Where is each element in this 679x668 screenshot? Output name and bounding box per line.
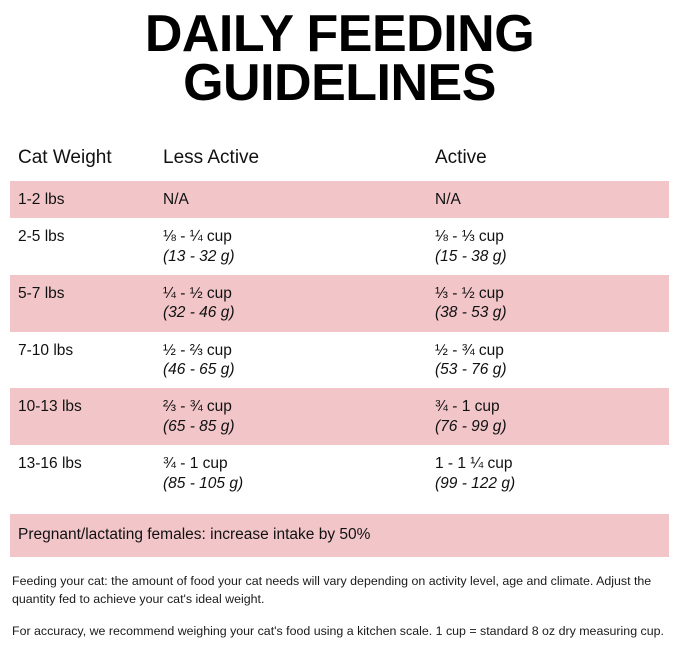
- table-row: [10, 218, 669, 275]
- cell-less-active-amount: ¼ - ½ cup: [163, 284, 232, 302]
- page-title: [10, 0, 669, 113]
- cell-less-active: [155, 218, 427, 275]
- cell-less-active-amount: N/A: [163, 190, 189, 208]
- cell-less-active-grams: (32 - 46 g): [163, 304, 235, 322]
- cell-active-grams: (38 - 53 g): [435, 304, 507, 322]
- feeding-table: [10, 147, 669, 502]
- page-title-line-2: GUIDELINES: [183, 54, 496, 113]
- footnote-accuracy: For accuracy, we recommend weighing your cat's food using a kitchen scale. 1 cup = standard 8 oz dry measuring cup.: [12, 623, 664, 638]
- cell-active: [427, 388, 669, 445]
- cell-active-amount: ½ - ¾ cup: [435, 341, 504, 359]
- cell-active-amount: ¾ - 1 cup: [435, 398, 500, 416]
- pregnancy-note-band: Pregnant/lactating females: increase intake by 50%: [10, 514, 669, 557]
- table-body: [10, 181, 669, 502]
- cell-less-active-grams: (85 - 105 g): [163, 474, 244, 492]
- cell-active-amount: ⅓ - ½ cup: [435, 284, 504, 302]
- cell-active-grams: (99 - 122 g): [435, 474, 516, 492]
- cell-weight: 1-2 lbs: [10, 181, 155, 218]
- cell-less-active: [155, 388, 427, 445]
- cell-less-active-amount: ⅛ - ¼ cup: [163, 228, 232, 246]
- cell-active: [427, 181, 669, 218]
- cell-active-amount: ⅛ - ⅓ cup: [435, 228, 504, 246]
- cell-less-active-amount: ½ - ⅔ cup: [163, 341, 232, 359]
- page-title-line-1: DAILY FEEDING: [144, 5, 535, 63]
- cell-less-active-amount: ¾ - 1 cup: [163, 455, 228, 473]
- cell-less-active: [155, 181, 427, 218]
- footnote-feeding-your-cat: Feeding your cat: the amount of food your cat needs will vary depending on activity level, age and climate. Adjust the quantity fed to achieve your cat's ideal weight.: [12, 573, 652, 606]
- cell-active: [427, 218, 669, 275]
- cell-active-grams: (53 - 76 g): [435, 361, 507, 379]
- cell-less-active-grams: (65 - 85 g): [163, 417, 235, 435]
- cell-weight: 7-10 lbs: [18, 341, 74, 359]
- table-row: [10, 332, 669, 389]
- cell-weight: 13-16 lbs: [18, 455, 82, 473]
- cell-less-active: [155, 332, 427, 389]
- cell-less-active: [155, 445, 427, 502]
- table-header-row: [10, 147, 669, 181]
- column-header-active: Active: [435, 146, 487, 168]
- cell-active-amount: N/A: [435, 190, 461, 208]
- cell-active-grams: (15 - 38 g): [435, 247, 507, 265]
- cell-less-active: [155, 275, 427, 332]
- footnotes: [10, 573, 669, 641]
- cell-active-grams: (76 - 99 g): [435, 417, 507, 435]
- table-row: [10, 445, 669, 502]
- table-row: [10, 388, 669, 445]
- cell-weight: 2-5 lbs: [18, 228, 65, 246]
- table-row: [10, 181, 669, 218]
- cell-active: [427, 332, 669, 389]
- cell-active-amount: 1 - 1 ¼ cup: [435, 455, 513, 473]
- cell-active: [427, 445, 669, 502]
- cell-less-active-grams: (46 - 65 g): [163, 361, 235, 379]
- cell-weight: 10-13 lbs: [10, 388, 155, 445]
- cell-less-active-amount: ⅔ - ¾ cup: [163, 398, 232, 416]
- table-row: [10, 275, 669, 332]
- cell-weight: 5-7 lbs: [10, 275, 155, 332]
- cell-less-active-grams: (13 - 32 g): [163, 247, 235, 265]
- column-header-less-active: Less Active: [163, 146, 260, 168]
- cell-active: [427, 275, 669, 332]
- column-header-cat-weight: Cat Weight: [18, 146, 112, 168]
- table-header: [10, 147, 669, 181]
